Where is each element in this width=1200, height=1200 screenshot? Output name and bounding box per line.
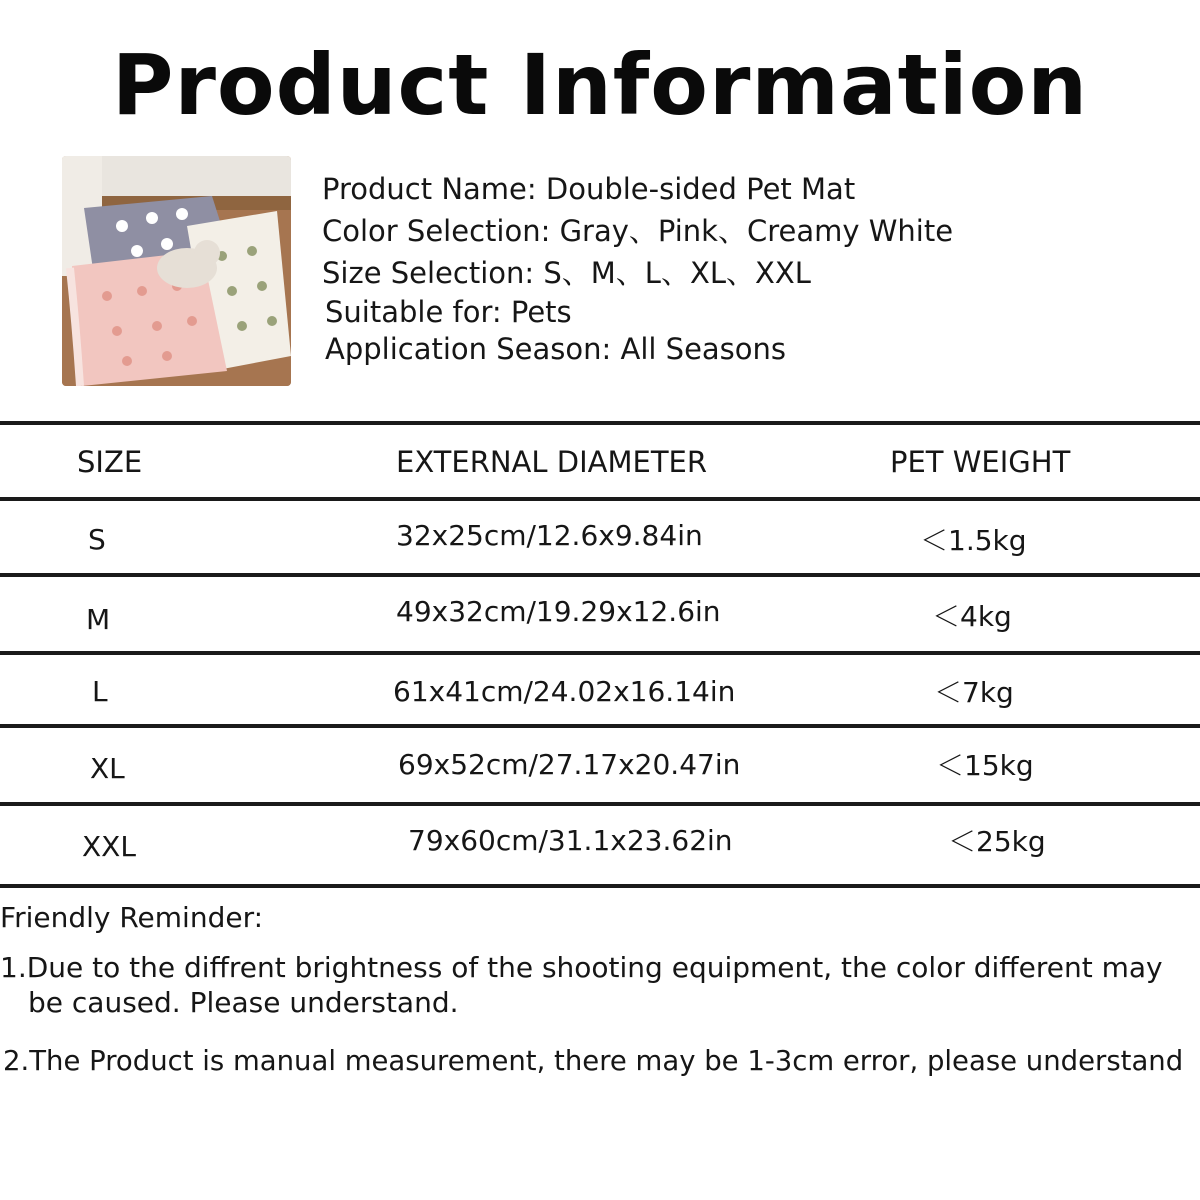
info-color-selection: Color Selection: Gray、Pink、Creamy White — [322, 214, 954, 248]
header-external-diameter: EXTERNAL DIAMETER — [396, 445, 708, 479]
product-photo — [62, 156, 291, 386]
reminder-item-1-line-1: 1.Due to the diffrent brightness of the shooting equipment, the color different may — [0, 951, 1163, 984]
info-product-name: Product Name: Double-sided Pet Mat — [322, 172, 856, 206]
cell-diameter: 32x25cm/12.6x9.84in — [396, 519, 703, 552]
cell-weight: ＜4kg — [932, 600, 1012, 633]
reminder-item-2: 2.The Product is manual measurement, there may be 1-3cm error, please understand — [3, 1045, 1184, 1077]
header-pet-weight: PET WEIGHT — [890, 445, 1071, 479]
table-header-row — [0, 425, 1200, 497]
info-application-season: Application Season: All Seasons — [325, 332, 787, 366]
table-row — [0, 577, 1200, 651]
table-row — [0, 655, 1200, 724]
cell-size: L — [92, 675, 108, 708]
cell-size: S — [88, 523, 106, 556]
cell-size: M — [86, 603, 111, 636]
table-row — [0, 501, 1200, 573]
cell-diameter: 49x32cm/19.29x12.6in — [396, 595, 721, 628]
cell-diameter: 61x41cm/24.02x16.14in — [393, 675, 736, 708]
table-row — [0, 728, 1200, 802]
reminder-item-1 — [0, 950, 1200, 1020]
pet-mat-image — [62, 156, 291, 386]
cell-diameter: 69x52cm/27.17x20.47in — [398, 748, 741, 781]
cell-weight: ＜7kg — [934, 676, 1014, 709]
cell-weight: ＜1.5kg — [920, 524, 1027, 557]
reminder-item-1-line-2: be caused. Please understand. — [28, 986, 459, 1019]
table-rule — [0, 884, 1200, 888]
cell-weight: ＜25kg — [948, 825, 1046, 858]
info-suitable-for: Suitable for: Pets — [325, 295, 572, 329]
size-table — [0, 421, 1200, 888]
reminder-title: Friendly Reminder: — [0, 901, 264, 934]
cell-size: XXL — [82, 830, 136, 863]
cell-diameter: 79x60cm/31.1x23.62in — [408, 824, 733, 857]
cell-size: XL — [90, 752, 125, 785]
table-row — [0, 806, 1200, 884]
friendly-reminder — [0, 898, 1200, 1079]
cell-weight: ＜15kg — [936, 749, 1034, 782]
info-size-selection: Size Selection: S、M、L、XL、XXL — [322, 256, 811, 290]
header-size: SIZE — [77, 445, 143, 479]
page-title: Product Information — [111, 36, 1089, 134]
product-info — [322, 168, 953, 368]
